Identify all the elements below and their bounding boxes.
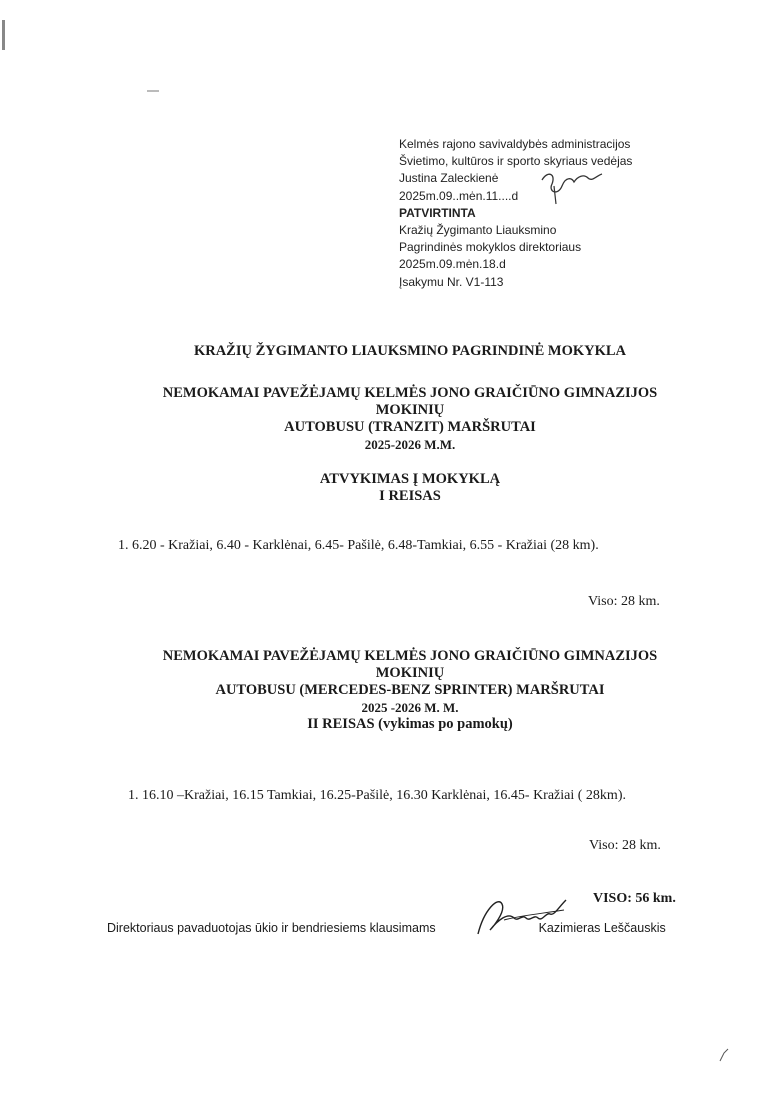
section-2-line-3: AUTOBUSU (MERCEDES-BENZ SPRINTER) MARŠRUTAI	[215, 682, 605, 698]
director-signature-mark	[468, 890, 578, 942]
section-2-line-2: MOKINIŲ	[375, 665, 445, 681]
approval-line-3: Justina Zaleckienė	[399, 171, 499, 186]
section-1-subheading	[100, 471, 720, 505]
school-title	[100, 343, 720, 360]
section-2-header	[100, 648, 720, 733]
section-2-line-1: NEMOKAMAI PAVEŽĖJAMŲ KELMĖS JONO GRAIČIŪNO GIMNAZIJOS	[162, 648, 658, 664]
section-1-heading-1: ATVYKIMAS Į MOKYKLĄ	[319, 471, 501, 487]
approval-line-6: Kražių Žygimanto Liauksmino	[399, 223, 557, 238]
approval-line-8: 2025m.09.mėn.18.d	[399, 257, 506, 272]
section-2-line-4: 2025 -2026 M. M.	[361, 700, 459, 715]
scan-edge-mark	[0, 0, 20, 60]
approval-line-1: Kelmės rajono savivaldybės administracijos	[399, 137, 631, 151]
section-1-heading-2: I REISAS	[379, 488, 441, 504]
approval-line-4: 2025m.09..mėn.11....d	[399, 188, 519, 203]
signature-role: Direktoriaus pavaduotojas ūkio ir bendriesiems klausimams	[107, 921, 436, 935]
signature-name: Kazimieras Leščauskis	[538, 921, 666, 935]
section-1-line-2: MOKINIŲ	[375, 402, 445, 418]
scan-corner-mark	[716, 1045, 732, 1065]
route-2: 1. 16.10 –Kražiai, 16.15 Tamkiai, 16.25-Pašilė, 16.30 Karklėnai, 16.45- Kražiai ( 28km).	[128, 788, 626, 803]
approval-line-7: Pagrindinės mokyklos direktoriaus	[399, 240, 582, 255]
school-title-text: KRAŽIŲ ŽYGIMANTO LIAUKSMINO PAGRINDINĖ MOKYKLA	[193, 343, 627, 359]
section-1-header	[100, 385, 720, 453]
grand-total: VISO: 56 km.	[593, 891, 676, 906]
section-2-line-5: II REISAS (vykimas po pamokų)	[307, 716, 513, 732]
approval-block	[399, 136, 699, 291]
section-1-line-4: 2025-2026 M.M.	[364, 437, 456, 452]
total-1: Viso: 28 km.	[588, 594, 660, 609]
scan-dash-mark	[145, 88, 165, 94]
signature-line	[107, 921, 707, 935]
approval-signature-mark	[536, 166, 608, 208]
approval-line-2: Švietimo, kultūros ir sporto skyriaus vedėjas	[399, 154, 633, 169]
section-1-line-1: NEMOKAMAI PAVEŽĖJAMŲ KELMĖS JONO GRAIČIŪNO GIMNAZIJOS	[162, 385, 658, 401]
total-2: Viso: 28 km.	[589, 838, 661, 853]
approval-line-9: Įsakymu Nr. V1-113	[399, 274, 504, 289]
route-1: 1. 6.20 - Kražiai, 6.40 - Karklėnai, 6.45- Pašilė, 6.48-Tamkiai, 6.55 - Kražiai (28 km).	[118, 538, 599, 553]
section-1-line-3: AUTOBUSU (TRANZIT) MARŠRUTAI	[284, 419, 536, 435]
approval-line-5: PATVIRTINTA	[399, 205, 476, 220]
